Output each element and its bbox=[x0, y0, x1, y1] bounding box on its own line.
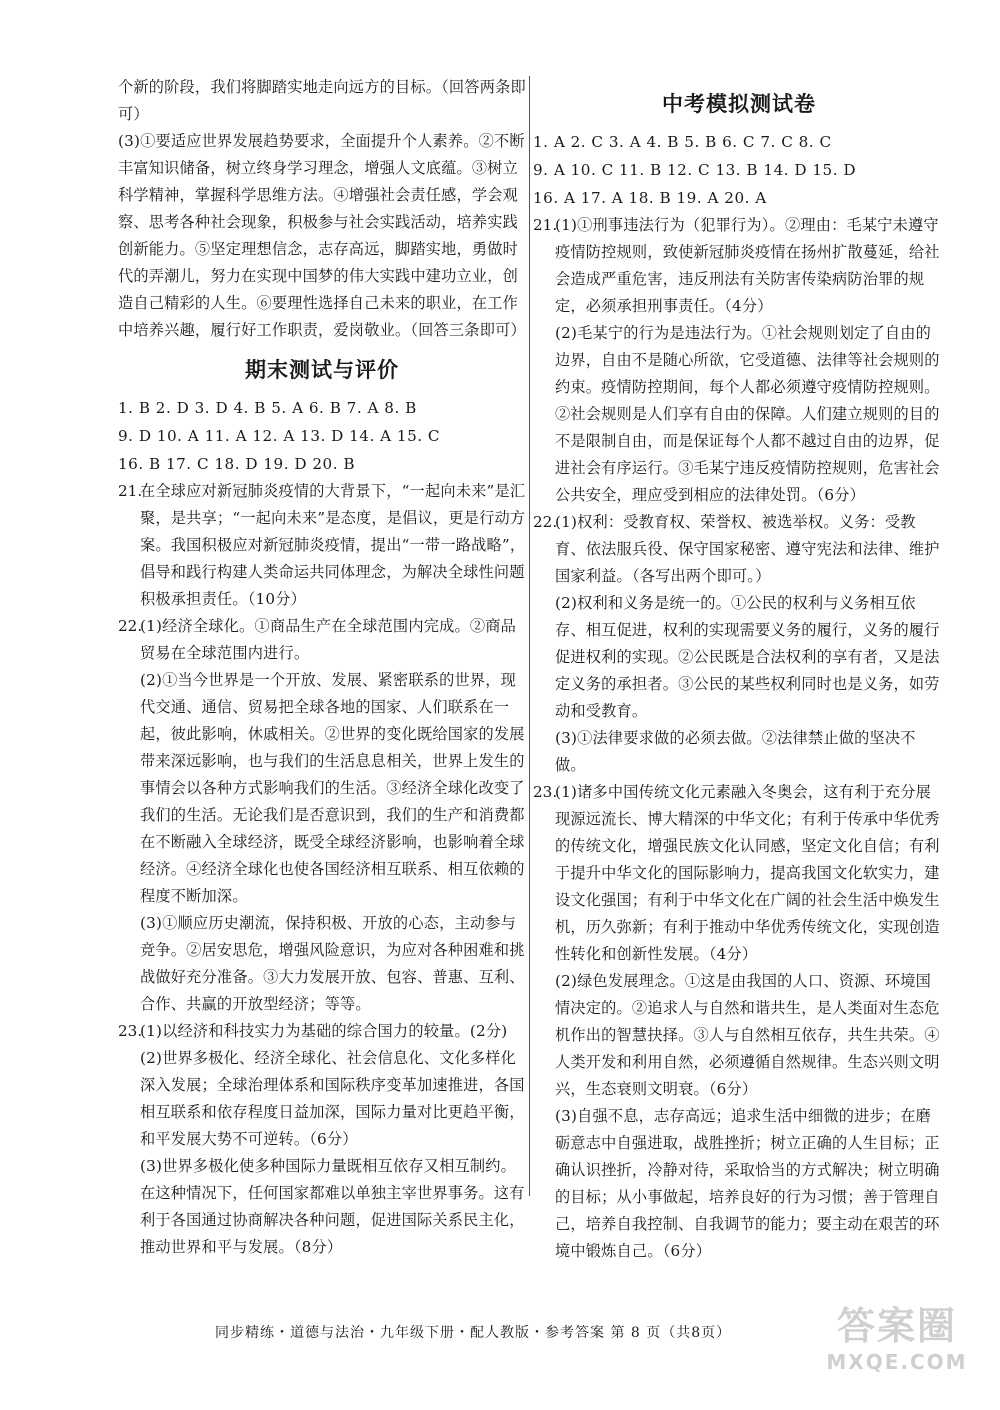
answer-item-22 bbox=[533, 509, 945, 779]
item-number: 21. bbox=[533, 216, 558, 234]
answer-item-21 bbox=[533, 212, 945, 509]
mc-answers-row: 1. A 2. C 3. A 4. B 5. B 6. C 7. C 8. C bbox=[533, 133, 832, 151]
item-number: 21. bbox=[118, 482, 143, 500]
item-number: 23. bbox=[533, 783, 558, 801]
item-paragraph: (2)世界多极化、经济全球化、社会信息化、文化多样化深入发展；全球治理体系和国际秩序变革加速推进，各国相互联系和依存程度日益加深，国际力量对比更趋平衡，和平发展大势不可逆转。（6分） bbox=[140, 1049, 525, 1148]
mc-answers-row: 16. B 17. C 18. D 19. D 20. B bbox=[118, 455, 356, 473]
item-paragraph: 在全球应对新冠肺炎疫情的大背景下，“一起向未来”是汇聚，是共享；“一起向未来”是态度，是倡议，更是行动方案。我国积极应对新冠肺炎疫情，提出“一带一路战略”，倡导和践行构建人类命运共同体理念，为解决全球性问题积极承担责任。（10分） bbox=[140, 482, 526, 608]
item-paragraph: (1)①刑事违法行为（犯罪行为）。②理由：毛某宁未遵守疫情防控规则，致使新冠肺炎疫情在扬州扩散蔓延，给社会造成严重危害，违反刑法有关防害传染病防治罪的规定，必须承担刑事责任。（4分） bbox=[555, 216, 940, 315]
watermark-text: 答案圈 bbox=[836, 1304, 957, 1348]
item-paragraph: (2)绿色发展理念。①这是由我国的人口、资源、环境国情决定的。②追求人与自然和谐共生，是人类面对生态危机作出的智慧抉择。③人与自然相互依存，共生共荣。④人类开发和利用自然，必须遵循自然规律。生态兴则文明兴，生态衰则文明衰。（6分） bbox=[555, 972, 940, 1098]
watermark-url: MXQE.COM bbox=[826, 1350, 968, 1374]
right-column bbox=[533, 74, 945, 1265]
item-paragraph: (3)①法律要求做的必须去做。②法律禁止做的坚决不做。 bbox=[555, 729, 916, 774]
continued-item-3: (3)①要适应世界发展趋势要求，全面提升个人素养。②不断丰富知识储备，树立终身学习理念，增强人文底蕴。③树立科学精神，掌握科学思维方法。④增强社会责任感，学会观察、思考各种社会现象，积极参与社会实践活动，培养实践创新能力。⑤坚定理想信念，志存高远，脚踏实地，勇做时代的弄潮儿，努力在实现中国梦的伟大实践中建功立业，创造自己精彩的人生。⑥要理性选择自己未来的职业，在工作中培养兴趣，履行好工作职责，爱岗敬业。（回答三条即可） bbox=[118, 132, 526, 339]
item-number: 22. bbox=[118, 617, 143, 635]
item-paragraph: (1)以经济和科技实力为基础的综合国力的较量。(2分) bbox=[140, 1022, 508, 1040]
answer-item-23 bbox=[533, 779, 945, 1265]
continued-text: 个新的阶段，我们将脚踏实地走向远方的目标。（回答两条即可） bbox=[118, 78, 526, 123]
item-number: 23. bbox=[118, 1022, 143, 1040]
item-number: 22. bbox=[533, 513, 558, 531]
watermark-logo bbox=[822, 1302, 972, 1384]
item-paragraph: (2)①当今世界是一个开放、发展、紧密联系的世界，现代交通、通信、贸易把全球各地的国家、人们联系在一起，彼此影响，休戚相关。②世界的变化既给国家的发展带来深远影响，也与我们的生活息息相关，世界上发生的事情会以各种方式影响我们的生活。③经济全球化改变了我们的生活。无论我们是否意识到，我们的生产和消费都在不断融入全球经济，既受全球经济影响，也影响着全球经济。④经济全球化也使各国经济相互联系、相互依赖的程度不断加深。 bbox=[140, 671, 525, 905]
item-paragraph: (1)权利：受教育权、荣誉权、被选举权。义务：受教育、依法服兵役、保守国家秘密、遵守宪法和法律、维护国家利益。（各写出两个即可。） bbox=[555, 513, 940, 585]
item-paragraph: (3)①顺应历史潮流，保持积极、开放的心态，主动参与竞争。②居安思危，增强风险意识，为应对各种困难和挑战做好充分准备。③大力发展开放、包容、普惠、互利、合作、共赢的开放型经济；等等。 bbox=[140, 914, 525, 1013]
item-paragraph: (2)权利和义务是统一的。①公民的权利与义务相互依存、相互促进，权利的实现需要义务的履行，义务的履行促进权利的实现。②公民既是合法权利的享有者，又是法定义务的承担者。③公民的某些权利同时也是义务，如劳动和受教育。 bbox=[555, 594, 940, 720]
mc-answers-row: 1. B 2. D 3. D 4. B 5. A 6. B 7. A 8. B bbox=[118, 399, 417, 417]
item-paragraph: (1)诸多中国传统文化元素融入冬奥会，这有利于充分展现源远流长、博大精深的中华文化；有利于传承中华优秀的传统文化，增强民族文化认同感，坚定文化自信；有利于提升中华文化的国际影响力，提高我国文化软实力，建设文化强国；有利于中华文化在广阔的社会生活中焕发生机，历久弥新；有利于推动中华优秀传统文化，实现创造性转化和创新性发展。（4分） bbox=[555, 783, 940, 963]
item-paragraph: (2)毛某宁的行为是违法行为。①社会规则划定了自由的边界，自由不是随心所欲，它受道德、法律等社会规则的约束。疫情防控期间，每个人都必须遵守疫情防控规则。②社会规则是人们享有自由的保障。人们建立规则的目的不是限制自由，而是保证每个人都不越过自由的边界，促进社会有序运行。③毛某宁违反疫情防控规则，危害社会公共安全，理应受到相应的法律处罚。（6分） bbox=[555, 324, 940, 504]
answer-item-21 bbox=[118, 478, 526, 613]
item-paragraph: (1)经济全球化。①商品生产在全球范围内完成。②商品贸易在全球范围内进行。 bbox=[140, 617, 517, 662]
answer-item-23 bbox=[118, 1018, 526, 1261]
mc-answers-row: 9. A 10. C 11. B 12. C 13. B 14. D 15. D bbox=[533, 161, 857, 179]
item-paragraph: (3)自强不息，志存高远；追求生活中细微的进步；在磨砺意志中自强进取，战胜挫折；树立正确的人生目标；正确认识挫折，冷静对待，采取恰当的方式解决；树立明确的目标；从小事做起，培养良好的行为习惯；善于管理自己，培养自我控制、自我调节的能力；要主动在艰苦的环境中锻炼自己。（6分） bbox=[555, 1107, 940, 1260]
column-divider bbox=[529, 76, 530, 1196]
section-title-mock-exam: 中考模拟测试卷 bbox=[662, 92, 816, 116]
page-footer: 同步精练・道德与法治・九年级下册・配人教版・参考答案 第 8 页（共8页） bbox=[215, 1325, 732, 1341]
left-column bbox=[118, 74, 526, 1261]
mc-answers-row: 9. D 10. A 11. A 12. A 13. D 14. A 15. C bbox=[118, 427, 441, 445]
section-title-final-test: 期末测试与评价 bbox=[245, 358, 399, 382]
item-paragraph: (3)世界多极化使多种国际力量既相互依存又相互制约。在这种情况下，任何国家都难以单独主宰世界事务。这有利于各国通过协商解决各种问题，促进国际关系民主化，推动世界和平与发展。（8分） bbox=[140, 1157, 525, 1256]
mc-answers-row: 16. A 17. A 18. B 19. A 20. A bbox=[533, 189, 767, 207]
answer-item-22 bbox=[118, 613, 526, 1018]
